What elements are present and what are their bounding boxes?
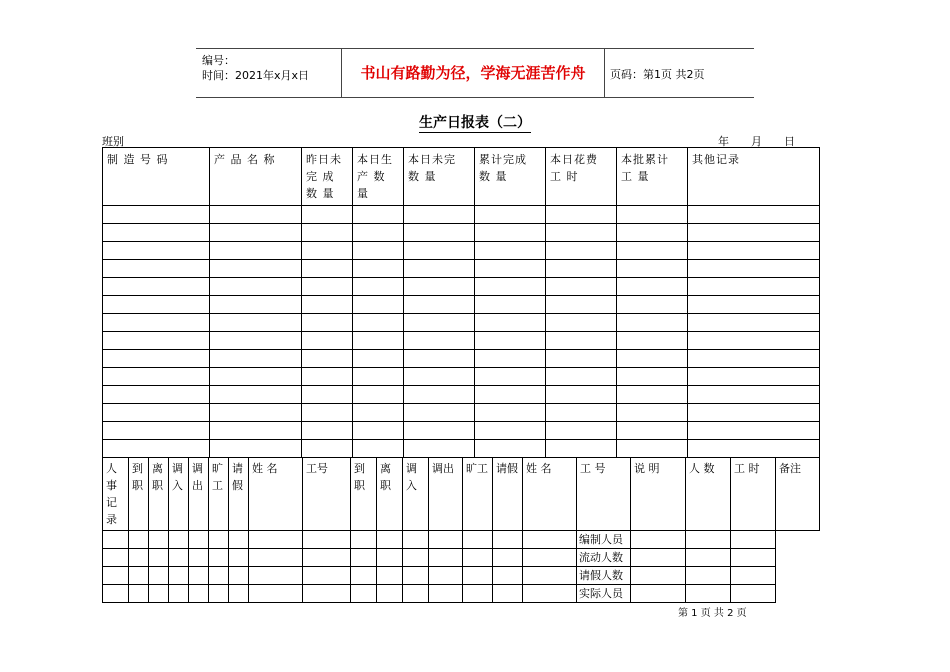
table-cell <box>546 440 617 458</box>
table-cell <box>731 531 776 549</box>
table-cell <box>103 278 210 296</box>
table-cell <box>429 531 463 549</box>
table-cell <box>617 386 688 404</box>
table-row <box>103 549 820 567</box>
table-cell <box>546 296 617 314</box>
table-cell <box>617 332 688 350</box>
table-cell <box>189 567 209 585</box>
header-cell: 调出 <box>429 458 463 531</box>
table-row <box>103 278 820 296</box>
table-cell <box>493 531 523 549</box>
table-cell <box>475 278 546 296</box>
table-cell <box>302 350 353 368</box>
table-cell <box>302 422 353 440</box>
table-cell <box>129 549 149 567</box>
document-header <box>196 48 754 98</box>
table-cell <box>189 585 209 603</box>
table-cell <box>302 314 353 332</box>
table-cell <box>103 350 210 368</box>
table-cell <box>129 567 149 585</box>
table-cell <box>353 314 404 332</box>
table-cell <box>688 260 820 278</box>
table-cell <box>475 224 546 242</box>
table-row <box>103 350 820 368</box>
report-title <box>0 112 950 132</box>
header-cell: 离职 <box>149 458 169 531</box>
table-row <box>103 422 820 440</box>
table-row <box>103 260 820 278</box>
table-row <box>103 206 820 224</box>
table-cell <box>686 567 731 585</box>
table-cell <box>302 404 353 422</box>
header-cell: 备注 <box>776 458 820 531</box>
table-cell <box>463 531 493 549</box>
table-cell <box>463 585 493 603</box>
table-cell <box>229 585 249 603</box>
personnel-section-label: 人事记录 <box>103 458 129 531</box>
table-cell <box>351 567 377 585</box>
table-cell <box>688 314 820 332</box>
motto: 书山有路勤为径，学海无涯苦作舟 <box>341 49 605 97</box>
table-cell <box>429 549 463 567</box>
table-cell <box>463 567 493 585</box>
table-cell <box>493 567 523 585</box>
table-cell <box>103 549 129 567</box>
header-cell: 工号 <box>303 458 351 531</box>
table-cell <box>617 296 688 314</box>
table-cell <box>475 422 546 440</box>
table-cell <box>631 585 686 603</box>
table-cell <box>129 531 149 549</box>
table-cell <box>546 314 617 332</box>
team-label: 班别 <box>102 135 124 148</box>
table-row <box>103 242 820 260</box>
table-cell <box>103 332 210 350</box>
table-cell <box>302 296 353 314</box>
header-cell: 其他记录 <box>688 148 820 206</box>
table-cell <box>475 332 546 350</box>
table-cell <box>210 350 302 368</box>
table-cell <box>303 549 351 567</box>
table-cell <box>303 531 351 549</box>
table-cell <box>302 260 353 278</box>
table-cell <box>688 206 820 224</box>
table-cell <box>523 549 577 567</box>
table-cell <box>103 404 210 422</box>
personnel-header-row <box>103 458 820 531</box>
table-cell <box>404 206 475 224</box>
table-cell <box>103 422 210 440</box>
table-cell <box>686 531 731 549</box>
table-cell <box>103 206 210 224</box>
table-cell <box>353 368 404 386</box>
header-cell: 产 品 名 称 <box>210 148 302 206</box>
table-cell <box>617 224 688 242</box>
table-cell <box>353 440 404 458</box>
table-cell <box>353 332 404 350</box>
table-row <box>103 368 820 386</box>
table-cell <box>688 296 820 314</box>
table-cell <box>302 224 353 242</box>
table-cell <box>404 260 475 278</box>
table-cell <box>617 260 688 278</box>
table-cell <box>103 260 210 278</box>
table-cell <box>209 585 229 603</box>
table-cell <box>189 531 209 549</box>
table-cell <box>302 386 353 404</box>
table-cell <box>377 549 403 567</box>
header-cell: 制 造 号 码 <box>103 148 210 206</box>
table-cell <box>103 314 210 332</box>
table-cell <box>617 404 688 422</box>
production-table <box>102 147 820 458</box>
table-cell <box>404 296 475 314</box>
table-cell <box>688 404 820 422</box>
year-label: 年 <box>718 135 729 148</box>
page-info: 页码：第1页 共2页 <box>610 68 705 81</box>
table-cell <box>403 585 429 603</box>
header-cell: 姓 名 <box>249 458 303 531</box>
table-cell <box>209 531 229 549</box>
production-header-row <box>103 148 820 206</box>
header-cell: 工 时 <box>731 458 776 531</box>
table-cell <box>688 278 820 296</box>
table-cell <box>149 567 169 585</box>
header-cell: 到职 <box>129 458 149 531</box>
table-cell <box>210 278 302 296</box>
table-cell <box>546 422 617 440</box>
table-cell <box>302 242 353 260</box>
table-cell <box>523 585 577 603</box>
table-cell <box>303 567 351 585</box>
table-cell <box>189 549 209 567</box>
table-cell <box>404 404 475 422</box>
summary-label: 请假人数 <box>577 567 631 585</box>
table-cell <box>210 314 302 332</box>
table-cell <box>731 567 776 585</box>
table-cell <box>353 350 404 368</box>
table-cell <box>210 386 302 404</box>
table-cell <box>617 368 688 386</box>
header-cell: 旷工 <box>463 458 493 531</box>
table-cell <box>377 531 403 549</box>
table-cell <box>377 585 403 603</box>
table-cell <box>493 549 523 567</box>
table-cell <box>209 567 229 585</box>
table-cell <box>688 242 820 260</box>
header-cell: 请假 <box>493 458 523 531</box>
number-label: 编号： <box>202 54 235 67</box>
table-cell <box>475 242 546 260</box>
table-cell <box>353 296 404 314</box>
table-cell <box>377 567 403 585</box>
table-cell <box>169 585 189 603</box>
table-cell <box>229 549 249 567</box>
header-cell: 本批累计 工 量 <box>617 148 688 206</box>
table-cell <box>129 585 149 603</box>
table-cell <box>103 296 210 314</box>
table-cell <box>210 296 302 314</box>
table-cell <box>546 386 617 404</box>
header-cell: 请假 <box>229 458 249 531</box>
table-cell <box>546 332 617 350</box>
table-cell <box>688 440 820 458</box>
table-cell <box>475 440 546 458</box>
table-cell <box>249 585 303 603</box>
table-cell <box>546 350 617 368</box>
table-cell <box>404 278 475 296</box>
table-cell <box>617 206 688 224</box>
table-cell <box>688 386 820 404</box>
table-cell <box>229 567 249 585</box>
table-cell <box>302 206 353 224</box>
table-cell <box>149 531 169 549</box>
table-cell <box>351 585 377 603</box>
table-cell <box>404 314 475 332</box>
table-row <box>103 332 820 350</box>
table-row <box>103 404 820 422</box>
table-cell <box>475 368 546 386</box>
table-cell <box>617 278 688 296</box>
table-cell <box>546 368 617 386</box>
table-cell <box>404 368 475 386</box>
table-cell <box>475 386 546 404</box>
table-cell <box>688 224 820 242</box>
table-row <box>103 440 820 458</box>
table-row <box>103 296 820 314</box>
table-cell <box>404 386 475 404</box>
table-cell <box>169 549 189 567</box>
month-label: 月 <box>751 135 762 148</box>
table-cell <box>103 386 210 404</box>
table-cell <box>617 350 688 368</box>
table-cell <box>546 242 617 260</box>
table-cell <box>688 350 820 368</box>
table-cell <box>249 567 303 585</box>
table-cell <box>404 242 475 260</box>
table-row <box>103 585 820 603</box>
table-cell <box>302 332 353 350</box>
table-cell <box>523 567 577 585</box>
table-cell <box>249 549 303 567</box>
table-cell <box>210 332 302 350</box>
table-row <box>103 531 820 549</box>
table-cell <box>351 549 377 567</box>
personnel-body <box>103 531 820 603</box>
table-cell <box>353 206 404 224</box>
table-cell <box>731 585 776 603</box>
table-cell <box>103 368 210 386</box>
table-cell <box>103 585 129 603</box>
table-cell <box>404 350 475 368</box>
table-cell <box>403 567 429 585</box>
day-label: 日 <box>784 135 795 148</box>
table-cell <box>731 549 776 567</box>
table-cell <box>404 440 475 458</box>
table-cell <box>353 422 404 440</box>
header-cell: 本日未完 数 量 <box>404 148 475 206</box>
table-cell <box>475 350 546 368</box>
table-row <box>103 224 820 242</box>
table-cell <box>353 224 404 242</box>
table-cell <box>210 404 302 422</box>
table-cell <box>210 422 302 440</box>
table-cell <box>169 567 189 585</box>
table-cell <box>210 242 302 260</box>
table-cell <box>353 404 404 422</box>
header-cell: 调入 <box>169 458 189 531</box>
page-footer: 第 1 页 共 2 页 <box>678 608 747 619</box>
table-cell <box>210 224 302 242</box>
summary-label: 实际人员 <box>577 585 631 603</box>
table-cell <box>686 549 731 567</box>
table-cell <box>688 368 820 386</box>
table-cell <box>351 531 377 549</box>
table-cell <box>229 531 249 549</box>
table-cell <box>302 368 353 386</box>
table-cell <box>546 278 617 296</box>
table-cell <box>546 404 617 422</box>
table-cell <box>103 440 210 458</box>
table-cell <box>169 531 189 549</box>
table-cell <box>546 206 617 224</box>
table-cell <box>631 567 686 585</box>
table-cell <box>103 224 210 242</box>
summary-label: 流动人数 <box>577 549 631 567</box>
table-cell <box>617 422 688 440</box>
table-cell <box>475 404 546 422</box>
header-cell: 人 数 <box>686 458 731 531</box>
table-cell <box>302 440 353 458</box>
table-cell <box>617 440 688 458</box>
table-cell <box>210 206 302 224</box>
header-cell: 到职 <box>351 458 377 531</box>
table-cell <box>303 585 351 603</box>
table-cell <box>686 585 731 603</box>
table-cell <box>429 585 463 603</box>
table-cell <box>546 260 617 278</box>
table-cell <box>475 206 546 224</box>
table-cell <box>353 242 404 260</box>
table-cell <box>210 368 302 386</box>
header-cell: 本日花费 工 时 <box>546 148 617 206</box>
header-cell: 本日生产 数 量 <box>353 148 404 206</box>
table-cell <box>475 260 546 278</box>
table-cell <box>353 386 404 404</box>
table-cell <box>103 567 129 585</box>
header-cell: 调入 <box>403 458 429 531</box>
table-cell <box>475 314 546 332</box>
table-cell <box>617 242 688 260</box>
table-cell <box>103 531 129 549</box>
table-cell <box>149 585 169 603</box>
table-cell <box>631 531 686 549</box>
header-cell: 姓 名 <box>523 458 577 531</box>
header-cell: 昨日未完 成 数 量 <box>302 148 353 206</box>
table-cell <box>302 278 353 296</box>
header-cell: 离职 <box>377 458 403 531</box>
table-cell <box>210 260 302 278</box>
time-label: 时间：2021年x月x日 <box>202 69 310 82</box>
personnel-table <box>102 457 820 603</box>
table-cell <box>149 549 169 567</box>
header-cell: 旷工 <box>209 458 229 531</box>
table-cell <box>353 278 404 296</box>
table-cell <box>523 531 577 549</box>
table-row <box>103 567 820 585</box>
table-row <box>103 314 820 332</box>
header-left <box>202 53 309 83</box>
report-title-text: 生产日报表（二） <box>419 115 531 131</box>
table-cell <box>353 260 404 278</box>
header-cell: 累计完成 数 量 <box>475 148 546 206</box>
table-cell <box>617 314 688 332</box>
table-cell <box>429 567 463 585</box>
table-cell <box>404 224 475 242</box>
table-cell <box>688 332 820 350</box>
table-cell <box>493 585 523 603</box>
summary-label: 编制人员 <box>577 531 631 549</box>
table-cell <box>249 531 303 549</box>
table-cell <box>475 296 546 314</box>
table-cell <box>688 422 820 440</box>
table-cell <box>463 549 493 567</box>
table-row <box>103 386 820 404</box>
table-cell <box>403 549 429 567</box>
table-cell <box>404 332 475 350</box>
table-cell <box>209 549 229 567</box>
header-cell: 说 明 <box>631 458 686 531</box>
header-cell: 工 号 <box>577 458 631 531</box>
table-cell <box>403 531 429 549</box>
table-cell <box>631 549 686 567</box>
header-cell: 调出 <box>189 458 209 531</box>
table-cell <box>546 224 617 242</box>
table-cell <box>210 440 302 458</box>
table-cell <box>103 242 210 260</box>
production-body <box>103 206 820 458</box>
table-cell <box>404 422 475 440</box>
